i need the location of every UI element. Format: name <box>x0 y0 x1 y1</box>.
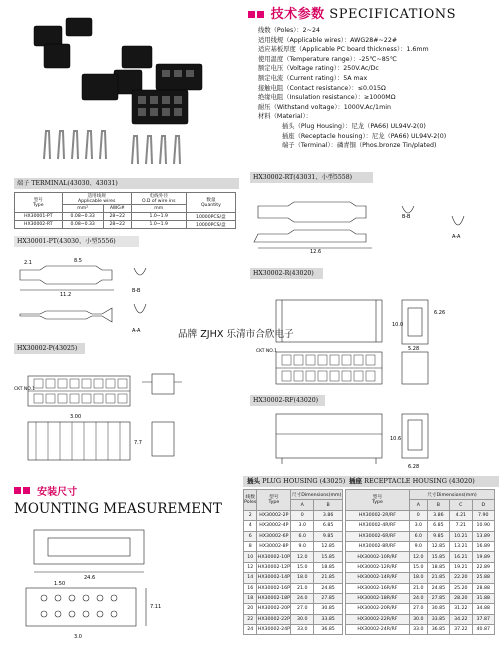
spec-line: 插头（Plug Housing）：尼龙（PA66) UL94V-2(0) <box>282 122 426 130</box>
table-header: 数量 Quantity <box>186 193 235 213</box>
table-cell: 19.21 <box>450 562 472 572</box>
table-cell: 21.85 <box>314 573 343 583</box>
dim-label: 10.0 <box>392 322 404 328</box>
table-header-row <box>346 490 495 500</box>
table-cell: 15.85 <box>314 552 343 562</box>
table-header: A <box>409 500 427 510</box>
table-cell: 37.87 <box>472 614 494 624</box>
section-label: A-A <box>452 234 461 240</box>
terminal-section-bar: 端子 TERMINAL(43030、43031) <box>14 178 239 189</box>
table-cell: HX30002-18R/RF <box>346 593 410 603</box>
table-cell: 24.0 <box>409 593 427 603</box>
table-cell: 9.85 <box>314 531 343 541</box>
table-cell: 18.85 <box>314 562 343 572</box>
table-cell: 27.85 <box>427 593 449 603</box>
table-header: A <box>291 500 314 510</box>
table-row <box>244 604 343 614</box>
table-cell: 14 <box>244 573 257 583</box>
table-cell: 18 <box>244 593 257 603</box>
table-row <box>346 541 495 551</box>
table-cell: 0 <box>291 510 314 520</box>
table-cell: HX30002-22R/RF <box>346 614 410 624</box>
table-header: 适用线规 Applicable wires <box>62 193 131 205</box>
spec-line: 耐压（Withstand voltage）：1000V.Ac/1min <box>258 103 391 111</box>
table-cell: HX30002-18P <box>257 593 291 603</box>
spec-line: 端子（Terminal）：磷青铜（Phos.bronze Tin/plated) <box>282 142 437 150</box>
rf-label: HX30002-RF(43020) <box>250 395 325 406</box>
table-cell: 33.85 <box>427 614 449 624</box>
table-row <box>346 614 495 624</box>
table-cell: 21.0 <box>291 583 314 593</box>
table-header: 型号 Type <box>15 193 63 213</box>
table-cell: 3.0 <box>409 521 427 531</box>
dim-label: CKT NO.1 <box>256 349 277 354</box>
table-cell: 18.0 <box>409 573 427 583</box>
dim-label: 11.2 <box>60 292 72 298</box>
dim-label: 1.50 <box>54 581 66 587</box>
table-cell: 10.90 <box>472 521 494 531</box>
table-cell: HX30002-RT <box>15 221 63 229</box>
table-row <box>244 552 343 562</box>
pt-label: HX30001-PT(43030、小型5556) <box>14 236 139 247</box>
spec-list <box>248 26 498 151</box>
table-cell: 22.89 <box>472 562 494 572</box>
table-cell: 6.0 <box>409 531 427 541</box>
dim-label: 8.5 <box>74 258 82 264</box>
table-cell: 6.0 <box>291 531 314 541</box>
table-cell: 18.0 <box>291 573 314 583</box>
spec-line: 绝缘电阻（Insulation resistance）：≥1000MΩ <box>258 94 396 102</box>
table-cell: 15.0 <box>291 562 314 572</box>
dim-label: 7.7 <box>134 440 142 446</box>
table-cell: HX30002-6R/RF <box>346 531 410 541</box>
table-row <box>346 510 495 520</box>
section-label: B-B <box>132 288 141 294</box>
table-cell: 12 <box>244 562 257 572</box>
table-cell: 40.87 <box>472 625 494 635</box>
mounting-title-en: MOUNTING MEASUREMENT <box>14 501 222 517</box>
dim-label: 7.11 <box>150 604 162 610</box>
table-header-row <box>15 193 236 205</box>
table-cell: 30.85 <box>427 604 449 614</box>
table-cell: 24 <box>244 625 257 635</box>
table-cell: 22.20 <box>450 573 472 583</box>
table-header: D <box>472 500 494 510</box>
spec-line: 适用线规（Applicable wires）：AWG28#~22# <box>258 36 398 44</box>
table-cell: 27.0 <box>409 604 427 614</box>
table-header: 型号 Type <box>346 490 410 511</box>
dim-label: 3.00 <box>70 414 82 420</box>
table-row <box>244 614 343 624</box>
table-cell: 18.85 <box>427 562 449 572</box>
table-row <box>346 531 495 541</box>
table-cell: 0.08~0.33 <box>62 221 103 229</box>
square-bullet-icon <box>14 487 21 494</box>
dim-label: 5.28 <box>408 346 420 352</box>
table-cell: 21.0 <box>409 583 427 593</box>
rt-label: HX30002-RT(43031、小型5558) <box>250 172 373 183</box>
table-cell: 16.89 <box>472 541 494 551</box>
plug-housing-title: 插头 PLUG HOUSING (43025) <box>243 476 347 487</box>
table-cell: HX30002-2P <box>257 510 291 520</box>
table-cell: 20 <box>244 604 257 614</box>
table-header: mm <box>131 205 186 213</box>
table-cell: 33.0 <box>409 625 427 635</box>
table-cell: 4 <box>244 521 257 531</box>
table-cell: HX30002-14P <box>257 573 291 583</box>
table-cell: 36.85 <box>427 625 449 635</box>
table-row <box>346 573 495 583</box>
spec-line: 线数（Poles）：2~24 <box>258 27 320 34</box>
table-cell: 0.08~0.33 <box>62 213 103 221</box>
table-cell: 21.85 <box>427 573 449 583</box>
table-header: mm² <box>62 205 103 213</box>
table-cell: 8 <box>244 541 257 551</box>
table-cell: 30.0 <box>409 614 427 624</box>
table-cell: 6.85 <box>427 521 449 531</box>
table-header: 电线外径 O.D of wire ins <box>131 193 186 205</box>
dim-label: 2.1 <box>24 260 32 266</box>
table-cell: 1.0~1.9 <box>131 213 186 221</box>
table-row <box>244 562 343 572</box>
table-row <box>244 510 343 520</box>
table-row <box>346 552 495 562</box>
table-cell: 7.21 <box>450 521 472 531</box>
table-cell: HX30002-20P <box>257 604 291 614</box>
table-cell: 37.22 <box>450 625 472 635</box>
table-row <box>244 521 343 531</box>
table-cell: 3.86 <box>314 510 343 520</box>
table-cell: 6 <box>244 531 257 541</box>
specifications-section <box>248 3 498 151</box>
table-row <box>244 583 343 593</box>
table-cell: 24.85 <box>427 583 449 593</box>
table-cell: HX30002-22P <box>257 614 291 624</box>
table-cell: 6.85 <box>314 521 343 531</box>
p-plug-drawing <box>14 356 244 476</box>
table-cell: HX30002-16R/RF <box>346 583 410 593</box>
square-bullet-icon <box>23 487 30 494</box>
dim-label: 12.6 <box>310 249 322 255</box>
table-cell: 33.85 <box>314 614 343 624</box>
table-cell: 10 <box>244 552 257 562</box>
square-bullet-icon <box>248 11 255 18</box>
table-cell: 31.22 <box>450 604 472 614</box>
terminal-table <box>14 192 236 229</box>
table-cell: 27.85 <box>314 593 343 603</box>
table-cell: 27.0 <box>291 604 314 614</box>
table-cell: HX30002-6P <box>257 531 291 541</box>
table-cell: HX30002-20R/RF <box>346 604 410 614</box>
section-label: A-A <box>132 328 141 334</box>
receptacle-housing-title: 插座 RECEPTACLE HOUSING (43020) <box>345 476 499 487</box>
table-cell: 30.0 <box>291 614 314 624</box>
table-cell: HX30002-12R/RF <box>346 562 410 572</box>
table-header: B <box>314 500 343 510</box>
table-row <box>15 221 236 229</box>
table-header: 尺寸Dimensions(mm) <box>291 490 343 500</box>
dim-label: 10.6 <box>390 436 402 442</box>
specifications-title-en: SPECIFICATIONS <box>329 7 457 22</box>
mounting-section-title <box>14 480 222 517</box>
product-photo <box>4 4 244 174</box>
plug-housing-table <box>243 489 343 635</box>
table-cell: 28~22 <box>103 221 131 229</box>
spec-line: 额定电压（Voltage rating）：250V.Ac/Dc <box>258 65 379 73</box>
spec-line: 适应基板厚度（Applicable PC board thickness）：1.6mm <box>258 46 429 54</box>
table-row <box>346 583 495 593</box>
table-cell: HX30002-4P <box>257 521 291 531</box>
table-cell: HX30002-8P <box>257 541 291 551</box>
table-cell: HX30002-4R/RF <box>346 521 410 531</box>
square-bullet-icon <box>257 11 264 18</box>
dim-label: 6.26 <box>434 310 446 316</box>
table-cell: 10000PCS/盘 <box>186 221 235 229</box>
table-row <box>346 521 495 531</box>
table-cell: 25.88 <box>472 573 494 583</box>
table-cell: 3.0 <box>291 521 314 531</box>
mounting-title-cn: 安装尺寸 <box>37 487 78 498</box>
table-cell: 4.21 <box>450 510 472 520</box>
table-cell: 31.88 <box>472 593 494 603</box>
table-cell: 16 <box>244 583 257 593</box>
table-cell: 12.0 <box>291 552 314 562</box>
table-cell: 10000PCS/盘 <box>186 213 235 221</box>
table-cell: HX30002-12P <box>257 562 291 572</box>
rt-terminal-drawing <box>252 186 492 256</box>
table-cell: HX30002-2R/RF <box>346 510 410 520</box>
table-cell: HX30002-10R/RF <box>346 552 410 562</box>
table-row <box>244 541 343 551</box>
table-header: 尺寸Dimensions(mm) <box>409 490 494 500</box>
table-header: B <box>427 500 449 510</box>
table-row <box>244 573 343 583</box>
specifications-title <box>248 3 498 22</box>
table-cell: 24.0 <box>291 593 314 603</box>
table-cell: 28~22 <box>103 213 131 221</box>
table-cell: 1.0~1.9 <box>131 221 186 229</box>
table-cell: HX30001-PT <box>15 213 63 221</box>
table-cell: 28.88 <box>472 583 494 593</box>
table-cell: HX30002-14R/RF <box>346 573 410 583</box>
table-row <box>244 593 343 603</box>
table-cell: 12.85 <box>427 541 449 551</box>
table-header: 线数 Poles <box>244 490 257 511</box>
table-cell: 0 <box>409 510 427 520</box>
section-label: B-B <box>402 214 411 220</box>
table-cell: 24.85 <box>314 583 343 593</box>
table-row <box>346 593 495 603</box>
table-row <box>15 213 236 221</box>
spec-line: 使用温度（Temperature range）：-25℃~85℃ <box>258 55 397 63</box>
dim-label: 24.6 <box>84 575 96 581</box>
table-cell: 7.90 <box>472 510 494 520</box>
table-cell: 15.85 <box>427 552 449 562</box>
table-row <box>346 562 495 572</box>
table-header: AWG# <box>103 205 131 213</box>
spec-line: 接触电阻（Contact resistance）：≤0.015Ω <box>258 84 386 92</box>
dim-label: 3.0 <box>74 634 82 640</box>
table-header: C <box>450 500 472 510</box>
table-cell: HX30002-24R/RF <box>346 625 410 635</box>
table-cell: 12.85 <box>314 541 343 551</box>
table-header: 型号 Type <box>257 490 291 511</box>
table-cell: 13.89 <box>472 531 494 541</box>
table-cell: HX30002-8R/RF <box>346 541 410 551</box>
spec-line: 材料（Material）： <box>258 113 312 121</box>
table-cell: 19.89 <box>472 552 494 562</box>
spec-line: 插座（Receptacle housing）：尼龙（PA66) UL94V-2(0) <box>282 132 447 140</box>
table-cell: 34.88 <box>472 604 494 614</box>
table-cell: 9.0 <box>291 541 314 551</box>
table-cell: HX30002-10P <box>257 552 291 562</box>
table-cell: 3.86 <box>427 510 449 520</box>
spec-line: 额定电流（Current rating）：5A max <box>258 74 368 82</box>
table-cell: 12.0 <box>409 552 427 562</box>
table-cell: 28.20 <box>450 593 472 603</box>
rf-receptacle-drawing <box>252 406 492 476</box>
table-cell: 34.22 <box>450 614 472 624</box>
receptacle-housing-table <box>345 489 495 635</box>
table-cell: 36.85 <box>314 625 343 635</box>
dim-label: 6.28 <box>408 464 420 470</box>
table-cell: 22 <box>244 614 257 624</box>
table-row <box>346 604 495 614</box>
table-cell: 15.0 <box>409 562 427 572</box>
watermark-text: 品牌 ZJHX 乐清市合欣电子 <box>178 329 294 340</box>
p-label: HX30002-P(43025) <box>14 343 85 354</box>
table-cell: HX30002-24P <box>257 625 291 635</box>
table-cell: 33.0 <box>291 625 314 635</box>
table-cell: 16.21 <box>450 552 472 562</box>
table-row <box>244 625 343 635</box>
mounting-drawing <box>14 516 244 646</box>
table-cell: HX30002-16P <box>257 583 291 593</box>
table-cell: 10.21 <box>450 531 472 541</box>
table-cell: 13.21 <box>450 541 472 551</box>
table-cell: 25.20 <box>450 583 472 593</box>
table-cell: 30.85 <box>314 604 343 614</box>
table-cell: 9.85 <box>427 531 449 541</box>
table-row <box>346 625 495 635</box>
specifications-title-cn: 技术参数 <box>270 7 325 22</box>
r-label: HX30002-R(43020) <box>250 268 323 279</box>
table-cell: 2 <box>244 510 257 520</box>
table-row <box>244 531 343 541</box>
table-cell: 9.0 <box>409 541 427 551</box>
dim-label: CKT NO.1 <box>14 387 35 392</box>
table-header-row <box>244 490 343 500</box>
